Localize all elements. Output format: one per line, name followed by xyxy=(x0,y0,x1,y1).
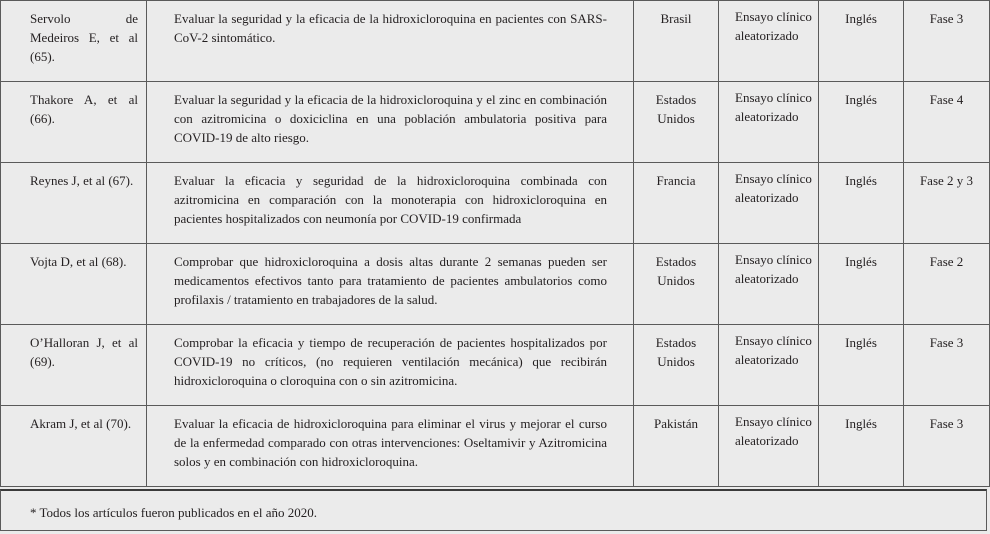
objective-cell: Comprobar que hidroxicloroquina a dosis altas durante 2 semanas pueden ser medicamentos efectivos tanto para tratamiento de pacientes ambulatorios como profilaxis / tratamiento en trabajadores de la salud. xyxy=(147,244,634,325)
country-cell: Brasil xyxy=(634,1,719,82)
phase-cell: Fase 2 y 3 xyxy=(904,163,990,244)
author-cell: Vojta D, et al (68). xyxy=(1,244,147,325)
author-cell: Servolo de Medeiros E, et al (65). xyxy=(1,1,147,82)
phase-cell: Fase 2 xyxy=(904,244,990,325)
design-cell: Ensayo clínico aleatorizado xyxy=(719,406,819,487)
table-row xyxy=(1,1,990,82)
phase-cell: Fase 3 xyxy=(904,406,990,487)
country-cell: Estados Unidos xyxy=(634,244,719,325)
phase-cell: Fase 4 xyxy=(904,82,990,163)
design-cell: Ensayo clínico aleatorizado xyxy=(719,163,819,244)
objective-cell: Comprobar la eficacia y tiempo de recuperación de pacientes hospitalizados por COVID-19 no críticos, (no requieren ventilación mecánica) que recibirán hidroxicloroquina o cloroquina con o sin azitromicina. xyxy=(147,325,634,406)
design-cell: Ensayo clínico aleatorizado xyxy=(719,82,819,163)
table-row xyxy=(1,82,990,163)
author-cell: Thakore A, et al (66). xyxy=(1,82,147,163)
design-cell: Ensayo clínico aleatorizado xyxy=(719,244,819,325)
objective-cell: Evaluar la eficacia de hidroxicloroquina para eliminar el virus y mejorar el curso de la enfermedad comparado con otras intervenciones: Oseltamivir y Azitromicina solos y en combinación con hidroxicloroquina. xyxy=(147,406,634,487)
table-row xyxy=(1,163,990,244)
language-cell: Inglés xyxy=(819,163,904,244)
country-cell: Estados Unidos xyxy=(634,82,719,163)
country-cell: Francia xyxy=(634,163,719,244)
design-cell: Ensayo clínico aleatorizado xyxy=(719,1,819,82)
author-cell: Akram J, et al (70). xyxy=(1,406,147,487)
author-cell: Reynes J, et al (67). xyxy=(1,163,147,244)
design-cell: Ensayo clínico aleatorizado xyxy=(719,325,819,406)
table-row xyxy=(1,406,990,487)
language-cell: Inglés xyxy=(819,325,904,406)
language-cell: Inglés xyxy=(819,244,904,325)
country-cell: Estados Unidos xyxy=(634,325,719,406)
language-cell: Inglés xyxy=(819,82,904,163)
phase-cell: Fase 3 xyxy=(904,325,990,406)
table-row xyxy=(1,325,990,406)
table-footnote: * Todos los artículos fueron publicados en el año 2020. xyxy=(0,489,987,531)
language-cell: Inglés xyxy=(819,406,904,487)
author-cell: O’Halloran J, et al (69). xyxy=(1,325,147,406)
objective-cell: Evaluar la seguridad y la eficacia de la hidroxicloroquina en pacientes con SARS-CoV-2 sintomático. xyxy=(147,1,634,82)
country-cell: Pakistán xyxy=(634,406,719,487)
objective-cell: Evaluar la eficacia y seguridad de la hidroxicloroquina combinada con azitromicina en comparación con la monoterapia con hidroxicloroquina en pacientes hospitalizados con neumonía por COVID-19 confirmada xyxy=(147,163,634,244)
phase-cell: Fase 3 xyxy=(904,1,990,82)
table-row xyxy=(1,244,990,325)
language-cell: Inglés xyxy=(819,1,904,82)
objective-cell: Evaluar la seguridad y la eficacia de la hidroxicloroquina y el zinc en combinación con azitromicina o doxiciclina en una población ambulatoria positiva para COVID-19 de alto riesgo. xyxy=(147,82,634,163)
